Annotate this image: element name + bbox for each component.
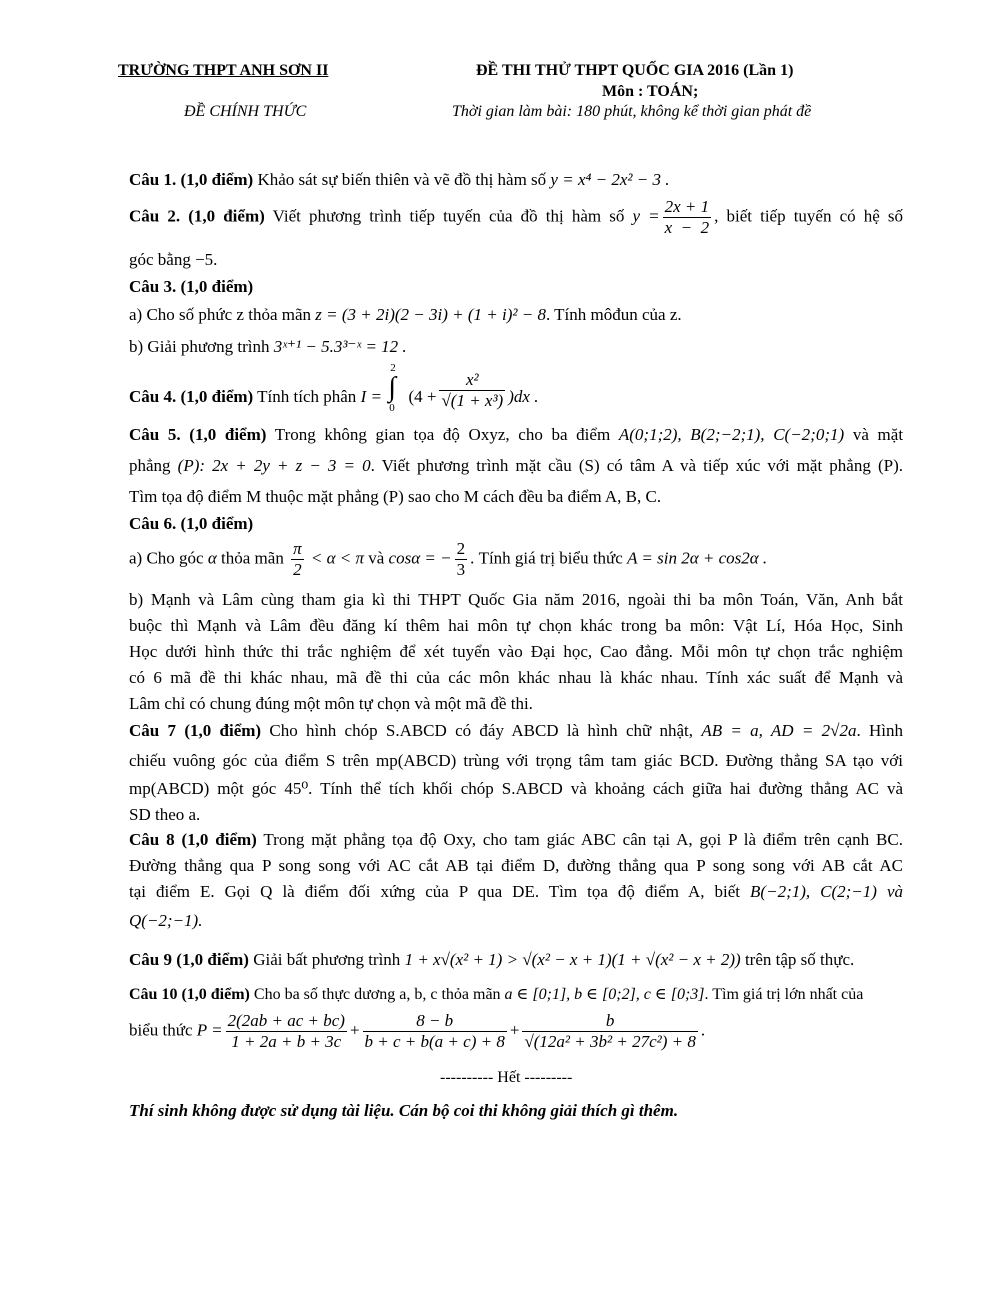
q6-a-mid: thỏa mãn — [221, 548, 284, 568]
q7-line-2: chiếu vuông góc của điểm S trên mp(ABCD) trùng với trọng tâm tam giác BCD. Đường thẳng SA tạo với — [129, 751, 903, 770]
q7-label: Câu 7 (1,0 điểm) — [129, 721, 262, 740]
q3-b-text: b) Giải phương trình — [129, 337, 270, 356]
q8-line-2: Đường thẳng qua P song song với AC cắt AB tại điểm D, đường thẳng qua P song song với AB cắt AC — [129, 856, 903, 875]
q10-num-3: b — [522, 1011, 697, 1032]
q10-num-2: 8 − b — [363, 1011, 507, 1032]
q10-num-1: 2(2ab + ac + bc) — [227, 1011, 345, 1030]
q5-line-2 — [129, 456, 903, 476]
q5-plane: (P): 2x + 2y + z − 3 = 0 — [177, 456, 371, 475]
q5-text2b: . Viết phương trình mặt cầu (S) có tâm A và tiếp xúc với mặt phẳng (P). — [370, 456, 903, 475]
q2-fraction — [663, 197, 712, 238]
q6-a-text: a) Cho góc — [129, 548, 204, 568]
q2-text3: góc bằng −5. — [129, 250, 218, 269]
q3-z: z = (3 + 2i)(2 − 3i) + (1 + i)² − 8 — [315, 305, 546, 324]
q10-den-3: √(12a² + 3b² + 27c²) + 8 — [524, 1032, 696, 1051]
q7-text3: mp(ABCD) một góc — [129, 779, 277, 798]
q4-upper: 2 — [390, 362, 396, 374]
q8-points: B(−2;1), C(2;−1) và — [750, 882, 903, 901]
q3-b — [129, 337, 407, 357]
q6-pi: π — [293, 539, 302, 558]
q7-text: Cho hình chóp S.ABCD có đáy ABCD là hình chữ nhật, — [269, 721, 694, 740]
q3-a-text2: . Tính môđun của z. — [545, 305, 682, 324]
exam-time: Thời gian làm bài: 180 phút, không kể thời gian phát đề — [452, 103, 812, 120]
q10-label: Câu 10 (1,0 điểm) — [129, 986, 250, 1003]
q8-label: Câu 8 (1,0 điểm) — [129, 830, 257, 849]
q10-condition: a ∈ [0;1], b ∈ [0;2], c ∈ [0;3] — [504, 986, 705, 1003]
q8-text: Trong mặt phẳng tọa độ Oxy, cho tam giác ABC cân tại A, gọi P là điểm trên cạnh BC. — [263, 830, 903, 849]
q1-label: Câu 1. (1,0 điểm) — [129, 170, 254, 189]
q5-line-3: Tìm tọa độ điểm M thuộc mặt phẳng (P) sao cho M cách đều ba điểm A, B, C. — [129, 487, 662, 506]
q4-label: Câu 4. (1,0 điểm) — [129, 387, 254, 407]
q6-b-line-4: có 6 mã đề thi khác nhau, mã đề thi của các môn khác nhau là khác nhau. Tính xác suất để Mạnh và — [129, 668, 903, 687]
q4-text: Tính tích phân — [257, 387, 357, 407]
q10-frac-2 — [363, 1011, 507, 1052]
q7-line-4: SD theo a. — [129, 805, 201, 824]
q6-cos-den: 3 — [456, 560, 466, 579]
q4-integral — [386, 362, 404, 414]
q1-function: y = x⁴ − 2x² − 3 . — [550, 170, 670, 189]
q6-b-line-3: Học dưới hình thức thi trắc nghiệm để xét tuyển vào Đại học, Cao đẳng. Mỗi môn tự chọn trắc nghiệm — [129, 642, 903, 661]
q6-two: 2 — [293, 560, 302, 579]
q9-label: Câu 9 (1,0 điểm) — [129, 950, 249, 969]
q5-points: A(0;1;2), B(2;−2;1), C(−2;0;1) — [618, 425, 845, 444]
q2-numerator: 2x + 1 — [664, 197, 710, 216]
q10-text2: . Tìm giá trị lớn nhất của — [704, 986, 864, 1003]
q10-line-2: biểu thức P = $\frac{2(2ab + ac + bc)}{1 + 2a + b + 3c}$ + $\frac{8 - b}{b + c + b(a + c) + 8}$ + $\frac{b}{\text{√(12a² + 3b² + 27c²) + 8}}$ . — [129, 1011, 706, 1051]
q6-cos-frac — [455, 539, 468, 580]
question-4 — [129, 362, 539, 414]
q2-text: Viết phương trình tiếp tuyến của đồ thị hàm số — [272, 206, 625, 226]
q3-a — [129, 305, 682, 325]
q9-inequality: 1 + x√(x² + 1) > √(x² − x + 1)(1 + √(x² − x + 2)) — [404, 950, 741, 969]
q10-text: Cho ba số thực dương a, b, c thỏa mãn — [253, 986, 501, 1003]
q3-a-text: a) Cho số phức z thỏa mãn — [129, 305, 312, 324]
q8-line-3 — [129, 882, 903, 902]
q4-numerator: x² — [439, 370, 505, 391]
q4-denominator: √(1 + x³) — [441, 391, 504, 410]
q6-ineq: < α < π — [310, 548, 364, 568]
q7-ab: AB = a, AD = 2√2a — [701, 721, 857, 740]
official-label: ĐỀ CHÍNH THỨC — [184, 103, 307, 120]
q4-close: )dx . — [508, 387, 539, 407]
q9-text2: trên tập số thực. — [744, 950, 855, 969]
exam-title: ĐỀ THI THỬ THPT QUỐC GIA 2016 (Lần 1) — [476, 62, 794, 79]
q10-den-1: 1 + 2a + b + 3c — [231, 1032, 342, 1051]
q5-text2: phẳng — [129, 456, 171, 475]
q6-and: và — [368, 548, 385, 568]
q6-b-line-2: buộc thì Mạnh và Lâm đều đăng kí thêm hai môn tự chọn khác trong ba môn: Vật Lí, Hóa Học, Sinh — [129, 616, 903, 635]
q4-I: I = — [360, 387, 382, 407]
footer-note: Thí sinh không được sử dụng tài liệu. Cán bộ coi thi không giải thích gì thêm. — [129, 1101, 679, 1120]
q2-y: y = — [632, 206, 660, 226]
q4-lower: 0 — [389, 402, 395, 414]
q6-cos: cosα = − — [388, 548, 452, 568]
q7-line-1 — [129, 721, 903, 741]
q8-text3: tại điểm E. Gọi Q là điểm đối xứng của P qua DE. Tìm tọa độ điểm A, biết — [129, 882, 741, 901]
q7-text3b: . Tính thể tích khối chóp S.ABCD và khoảng cách giữa hai đường thẳng AC và — [308, 779, 903, 798]
q3-label: Câu 3. (1,0 điểm) — [129, 277, 254, 296]
q4-fraction — [439, 370, 505, 411]
q5-label: Câu 5. (1,0 điểm) — [129, 425, 267, 444]
school-name: TRƯỜNG THPT ANH SƠN II — [118, 62, 329, 79]
q10-frac-3 — [522, 1011, 697, 1052]
q6-b-line-1: b) Mạnh và Lâm cùng tham gia kì thi THPT Quốc Gia năm 2016, ngoài thi ba môn Toán, Văn, Anh bắt — [129, 590, 903, 609]
integral-sign: ∫ — [388, 372, 396, 403]
q4-open: (4 + — [408, 387, 437, 407]
q2-label: Câu 2. (1,0 điểm) — [129, 206, 265, 226]
q7-line-3 — [129, 779, 903, 799]
q6-a — [129, 539, 767, 580]
q8-line-4: Q(−2;−1). — [129, 911, 203, 930]
question-2: Câu 2. (1,0 điểm) Viết phương trình tiếp tuyến của đồ thị hàm số y = $\frac{2x + 1}{x - 2}$ , biết tiếp tuyến có hệ số — [129, 197, 904, 237]
q1-text: Khảo sát sự biến thiên và vẽ đồ thị hàm số — [257, 170, 547, 189]
q3-equation: 3ˣ⁺¹ − 5.3³⁻ˣ = 12 . — [273, 337, 407, 356]
q5-text: Trong không gian tọa độ Oxyz, cho ba điểm — [274, 425, 611, 444]
q8-line-1 — [129, 830, 903, 850]
q6-pi-frac — [291, 539, 304, 580]
question-1 — [129, 170, 669, 190]
q2-denominator: x − 2 — [664, 218, 710, 237]
q10-line-1 — [129, 984, 863, 1004]
q10-P: P = — [196, 1020, 223, 1040]
q6-b-line-5: Lâm chỉ có chung đúng một môn tự chọn và một mã đề thi. — [129, 694, 533, 713]
q6-cos-num: 2 — [456, 539, 466, 558]
q10-frac-1 — [226, 1011, 347, 1052]
q5-line-1 — [129, 425, 903, 445]
q6-A: A = sin 2α + cos2α . — [627, 548, 768, 568]
q9-text: Giải bất phương trình — [253, 950, 401, 969]
q7-text-b: . Hình — [856, 721, 903, 740]
q5-text-b: và mặt — [852, 425, 904, 444]
q6-a-end: . Tính giá trị biểu thức — [470, 548, 623, 568]
q2-text2: biết tiếp tuyến có hệ số — [726, 206, 904, 226]
q6-alpha: α — [207, 548, 217, 568]
end-marker: ---------- Hết --------- — [440, 1069, 573, 1086]
q10-den-2: b + c + b(a + c) + 8 — [364, 1032, 505, 1051]
q7-angle: 45⁰ — [284, 779, 309, 798]
question-9 — [129, 950, 854, 970]
q6-label: Câu 6. (1,0 điểm) — [129, 514, 254, 533]
exam-subject: Môn : TOÁN; — [602, 83, 699, 100]
q10-l2: biểu thức — [129, 1020, 193, 1040]
